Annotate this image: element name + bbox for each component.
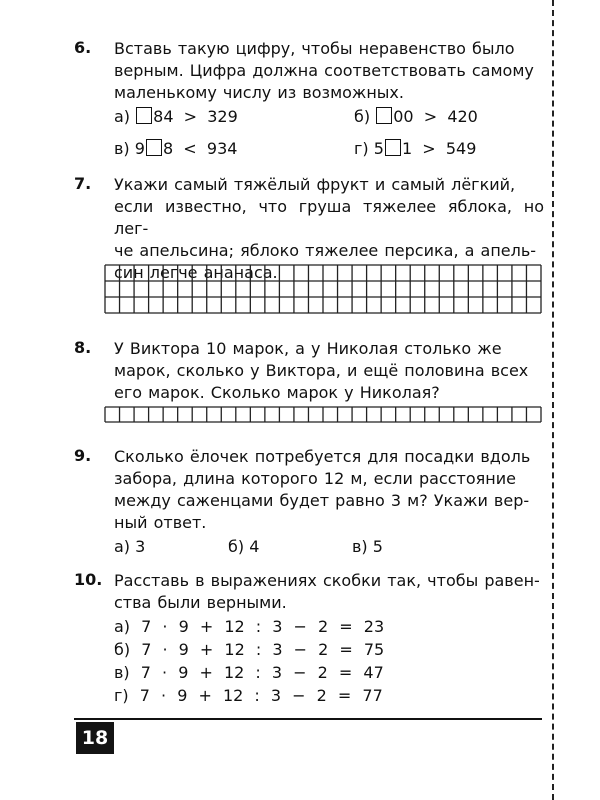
task-line: Укажи самый тяжёлый фрукт и самый лёгкий, bbox=[114, 175, 516, 194]
task-text bbox=[114, 338, 544, 404]
task-number: 10. bbox=[74, 570, 103, 589]
task-line: ства были верными. bbox=[114, 593, 287, 612]
answer-option[interactable]: в) 5 bbox=[352, 537, 383, 556]
task-text bbox=[114, 38, 544, 104]
task-line: Расставь в выражениях скобки так, чтобы равен- bbox=[114, 571, 540, 590]
task-line: ный ответ. bbox=[114, 513, 207, 532]
expression[interactable]: в) 7 · 9 + 12 : 3 − 2 = 47 bbox=[114, 663, 384, 682]
task-number: 7. bbox=[74, 174, 92, 193]
expression[interactable]: б) 7 · 9 + 12 : 3 − 2 = 75 bbox=[114, 640, 385, 659]
task-line: если известно, что груша тяжелее яблока, но лег- bbox=[114, 197, 544, 238]
expression[interactable]: а) 7 · 9 + 12 : 3 − 2 = 23 bbox=[114, 617, 385, 636]
task-line: че апельсина; яблоко тяжелее персика, а апель- bbox=[114, 241, 537, 260]
task-line: марок, сколько у Виктора, и ещё половина всех bbox=[114, 361, 529, 380]
cut-line bbox=[552, 0, 554, 800]
option-v: в) 9 8 < 934 bbox=[114, 139, 238, 158]
task-line: маленькому числу из возможных. bbox=[114, 83, 404, 102]
task-line: его марок. Сколько марок у Николая? bbox=[114, 383, 440, 402]
option-a: а) 84 > 329 bbox=[114, 107, 238, 126]
digit-box[interactable] bbox=[146, 139, 162, 156]
expression[interactable]: г) 7 · 9 + 12 : 3 − 2 = 77 bbox=[114, 686, 383, 705]
task-line: между саженцами будет равно 3 м? Укажи вер- bbox=[114, 491, 530, 510]
task-number: 6. bbox=[74, 38, 92, 57]
task-line: У Виктора 10 марок, а у Николая столько же bbox=[114, 339, 502, 358]
task-number: 8. bbox=[74, 338, 92, 357]
task-text bbox=[114, 570, 544, 614]
task-line: забора, длина которого 12 м, если расстояние bbox=[114, 469, 516, 488]
answer-option[interactable]: а) 3 bbox=[114, 537, 146, 556]
task-text bbox=[114, 446, 544, 534]
answer-grid[interactable] bbox=[104, 264, 544, 316]
footer-rule bbox=[74, 718, 542, 720]
digit-box[interactable] bbox=[376, 107, 392, 124]
task-line: Вставь такую цифру, чтобы неравенство было bbox=[114, 39, 515, 58]
option-b: б) 00 > 420 bbox=[354, 107, 478, 126]
digit-box[interactable] bbox=[136, 107, 152, 124]
answer-strip[interactable] bbox=[104, 406, 544, 424]
task-line: Сколько ёлочек потребуется для посадки вдоль bbox=[114, 447, 531, 466]
task-line: верным. Цифра должна соответствовать самому bbox=[114, 61, 534, 80]
option-g: г) 5 1 > 549 bbox=[354, 139, 477, 158]
page-number: 18 bbox=[76, 722, 114, 754]
task-line: син легче ананаса. bbox=[114, 263, 278, 282]
task-number: 9. bbox=[74, 446, 92, 465]
answer-option[interactable]: б) 4 bbox=[228, 537, 260, 556]
digit-box[interactable] bbox=[385, 139, 401, 156]
